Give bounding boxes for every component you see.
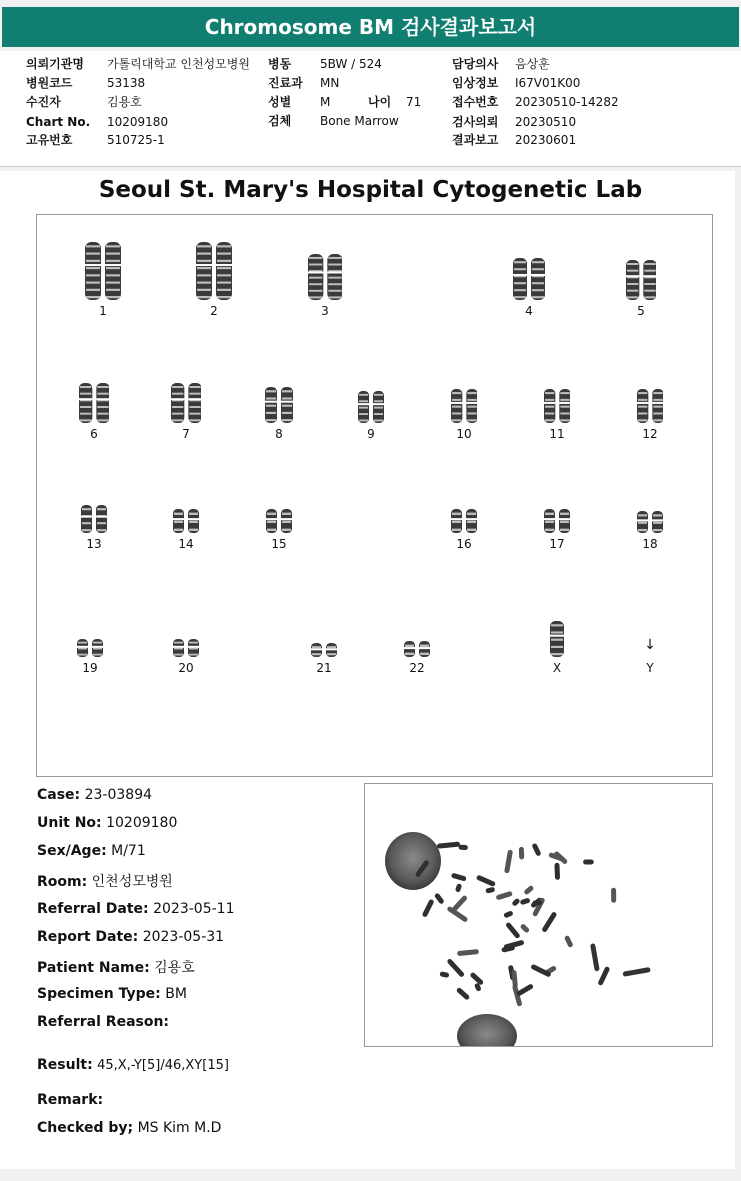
- meta-label: 결과보고: [452, 133, 499, 147]
- chromosome-22: [387, 641, 447, 675]
- chromosome-pair-graphic: [171, 383, 202, 423]
- chromosome-label: 9: [367, 427, 375, 441]
- chromosome-20: [156, 639, 216, 675]
- meta-label: 수진자: [26, 95, 61, 109]
- metaphase-chromosome: [422, 899, 435, 918]
- chromosome-pair-graphic: [626, 260, 657, 300]
- metaphase-chromosome: [437, 842, 460, 849]
- chromosome-10: [434, 389, 494, 441]
- chromosome-label: 18: [642, 537, 658, 551]
- meta-value: 가톨릭대학교 인천성모병원: [107, 57, 250, 71]
- meta-label: 검체: [268, 114, 292, 128]
- chromosome-6: [64, 383, 124, 441]
- meta-label: 성별: [268, 95, 292, 109]
- metaphase-chromosome: [520, 897, 531, 905]
- chromosome-pair-graphic: [196, 242, 232, 300]
- meta-label: 접수번호: [452, 95, 499, 109]
- chromosome-pair-graphic: [451, 389, 478, 423]
- meta-value: I67V01K00: [515, 76, 581, 90]
- meta-value: 71: [406, 95, 422, 109]
- meta-value: MN: [320, 76, 340, 90]
- chromosome-pair-graphic: [311, 643, 337, 657]
- metaphase-chromosome: [516, 983, 534, 997]
- meta-value: 20230510-14282: [515, 95, 619, 109]
- chromosome-11: [527, 389, 587, 441]
- metaphase-chromosome: [564, 935, 574, 948]
- metaphase-chromosome: [457, 949, 479, 956]
- meta-label: 병원코드: [26, 76, 73, 90]
- metaphase-chromosome: [476, 875, 496, 888]
- chromosome-pair-graphic: [77, 639, 103, 657]
- metaphase-chromosome: [519, 847, 524, 860]
- chromosome-pair-graphic: [550, 621, 564, 657]
- karyogram: [36, 214, 713, 777]
- chromosome-pair-graphic: [79, 383, 110, 423]
- chromosome-label: 3: [321, 304, 329, 318]
- chromosome-label: 19: [82, 661, 98, 675]
- chromosome-label: 13: [86, 537, 102, 551]
- chromosome-21: [294, 643, 354, 675]
- lab-title: Seoul St. Mary's Hospital Cytogenetic Lab: [98, 177, 643, 203]
- chromosome-label: 16: [456, 537, 472, 551]
- metaphase-chromosome: [451, 895, 468, 912]
- chromosome-1: [73, 242, 133, 318]
- chromosome-label: 4: [525, 304, 533, 318]
- meta-label: Chart No.: [26, 115, 91, 129]
- chromosome-pair-graphic: [358, 391, 384, 423]
- report-title: Chromosome BM 검사결과보고서: [2, 7, 739, 47]
- meta-value: M: [320, 95, 331, 109]
- chromosome-15: [249, 509, 309, 551]
- chromosome-12: [620, 389, 680, 441]
- chromosome-14: [156, 509, 216, 551]
- chromosome-y: [620, 637, 680, 675]
- metaphase-chromosome: [590, 943, 600, 971]
- chromosome-7: [156, 383, 216, 441]
- chromosome-3: [295, 254, 355, 318]
- metaphase-chromosome: [455, 883, 462, 893]
- chromosome-17: [527, 509, 587, 551]
- metaphase-chromosome: [531, 843, 541, 857]
- chromosome-label: X: [552, 661, 562, 675]
- chromosome-19: [60, 639, 120, 675]
- chromosome-pair-graphic: [544, 509, 570, 533]
- chromosome-label: 22: [409, 661, 425, 675]
- metaphase-chromosome: [485, 887, 495, 894]
- meta-value: Bone Marrow: [320, 114, 399, 128]
- chromosome-pair-graphic: [544, 389, 571, 423]
- checked-by: Checked by; MS Kim M.D: [37, 1120, 222, 1136]
- chromosome-label: 2: [210, 304, 218, 318]
- chromosome-label: 6: [90, 427, 98, 441]
- chromosome-label: 1: [99, 304, 107, 318]
- meta-value: 510725-1: [107, 133, 165, 147]
- meta-value: 김용호: [107, 95, 142, 109]
- chromosome-pair-graphic: [266, 509, 292, 533]
- metaphase-chromosome: [554, 863, 560, 880]
- chromosome-pair-graphic: [404, 641, 430, 657]
- chromosome-8: [249, 387, 309, 441]
- metaphase-chromosome: [458, 845, 468, 851]
- chromosome-pair-graphic: [85, 242, 121, 300]
- field-unit-no: Unit No: 10209180: [37, 815, 178, 831]
- meta-value: 53138: [107, 76, 146, 90]
- meta-value: 음상훈: [515, 57, 550, 71]
- chromosome-pair-graphic: [81, 505, 107, 533]
- metaphase-chromosome: [520, 923, 531, 933]
- meta-label: 고유번호: [26, 133, 73, 147]
- meta-label: 의뢰기관명: [26, 57, 84, 71]
- chromosome-label: 5: [637, 304, 645, 318]
- field-sex-age: Sex/Age: M/71: [37, 843, 146, 859]
- chromosome-label: Y: [646, 661, 654, 675]
- chromosome-13: [64, 505, 124, 551]
- metaphase-spread-image: [365, 784, 712, 1046]
- meta-value: 20230510: [515, 115, 577, 129]
- metaphase-chromosome: [451, 873, 467, 882]
- chromosome-x: [527, 621, 587, 675]
- field-referral-reason: Referral Reason:: [37, 1014, 170, 1030]
- chromosome-pair-graphic: [173, 509, 199, 533]
- chromosome-label: 8: [275, 427, 283, 441]
- metaphase-chromosome: [503, 910, 513, 918]
- chromosome-2: [184, 242, 244, 318]
- meta-label: 나이: [368, 95, 392, 109]
- chromosome-label: 11: [549, 427, 565, 441]
- field-specimen-type: Specimen Type: BM: [37, 986, 187, 1002]
- field-report-date: Report Date: 2023-05-31: [37, 929, 225, 945]
- metaphase-chromosome: [446, 958, 465, 978]
- meta-row: [26, 55, 84, 73]
- metaphase-chromosome: [434, 892, 445, 904]
- metaphase-chromosome: [505, 922, 521, 940]
- field-patient-name: Patient Name: 김용호: [37, 960, 195, 976]
- missing-y-arrow-icon: ↓: [644, 637, 656, 653]
- meta-label: 임상정보: [452, 76, 499, 90]
- patient-meta-panel: [0, 51, 741, 167]
- field-referral-date: Referral Date: 2023-05-11: [37, 901, 235, 917]
- chromosome-pair-graphic: [637, 389, 664, 423]
- metaphase-chromosome: [583, 859, 594, 864]
- chromosome-pair-graphic: [173, 639, 199, 657]
- metaphase-chromosome: [541, 911, 557, 933]
- chromosome-pair-graphic: [308, 254, 343, 300]
- meta-label: 진료과: [268, 76, 303, 90]
- meta-label: 검사의뢰: [452, 115, 499, 129]
- meta-value: 5BW / 524: [320, 57, 382, 71]
- chromosome-label: 17: [549, 537, 565, 551]
- chromosome-9: [341, 391, 401, 441]
- chromosome-label: 15: [271, 537, 287, 551]
- chromosome-5: [611, 260, 671, 318]
- chromosome-label: 10: [456, 427, 472, 441]
- metaphase-chromosome: [533, 900, 543, 905]
- field-room: Room: 인천성모병원: [37, 874, 173, 890]
- chromosome-pair-graphic: [513, 258, 545, 300]
- chromosome-pair-graphic: [451, 509, 477, 533]
- chromosome-label: 20: [178, 661, 194, 675]
- metaphase-chromosome: [456, 987, 471, 1001]
- metaphase-chromosome: [512, 984, 523, 1007]
- chromosome-pair-graphic: [637, 511, 663, 533]
- chromosome-label: 12: [642, 427, 658, 441]
- metaphase-chromosome: [511, 898, 520, 907]
- chromosome-16: [434, 509, 494, 551]
- metaphase-chromosome: [523, 885, 534, 896]
- chromosome-18: [620, 511, 680, 551]
- metaphase-chromosome: [611, 888, 616, 903]
- metaphase-chromosome: [439, 971, 449, 978]
- metaphase-chromosome: [622, 967, 650, 977]
- meta-value: 10209180: [107, 115, 169, 129]
- chromosome-label: 14: [178, 537, 194, 551]
- remark: Remark:: [37, 1092, 104, 1108]
- chromosome-label: 21: [316, 661, 332, 675]
- meta-label: 병동: [268, 57, 292, 71]
- karyotype-report: [0, 171, 735, 1169]
- chromosome-4: [499, 258, 559, 318]
- chromosome-label: 7: [182, 427, 190, 441]
- chromosome-pair-graphic: [265, 387, 293, 423]
- metaphase-image: [364, 783, 713, 1047]
- meta-value: 20230601: [515, 133, 577, 147]
- result: Result: 45,X,-Y[5]/46,XY[15]: [37, 1057, 229, 1073]
- metaphase-chromosome: [496, 891, 513, 901]
- field-case: Case: 23-03894: [37, 787, 153, 803]
- metaphase-chromosome: [504, 849, 513, 873]
- meta-label: 담당의사: [452, 57, 499, 71]
